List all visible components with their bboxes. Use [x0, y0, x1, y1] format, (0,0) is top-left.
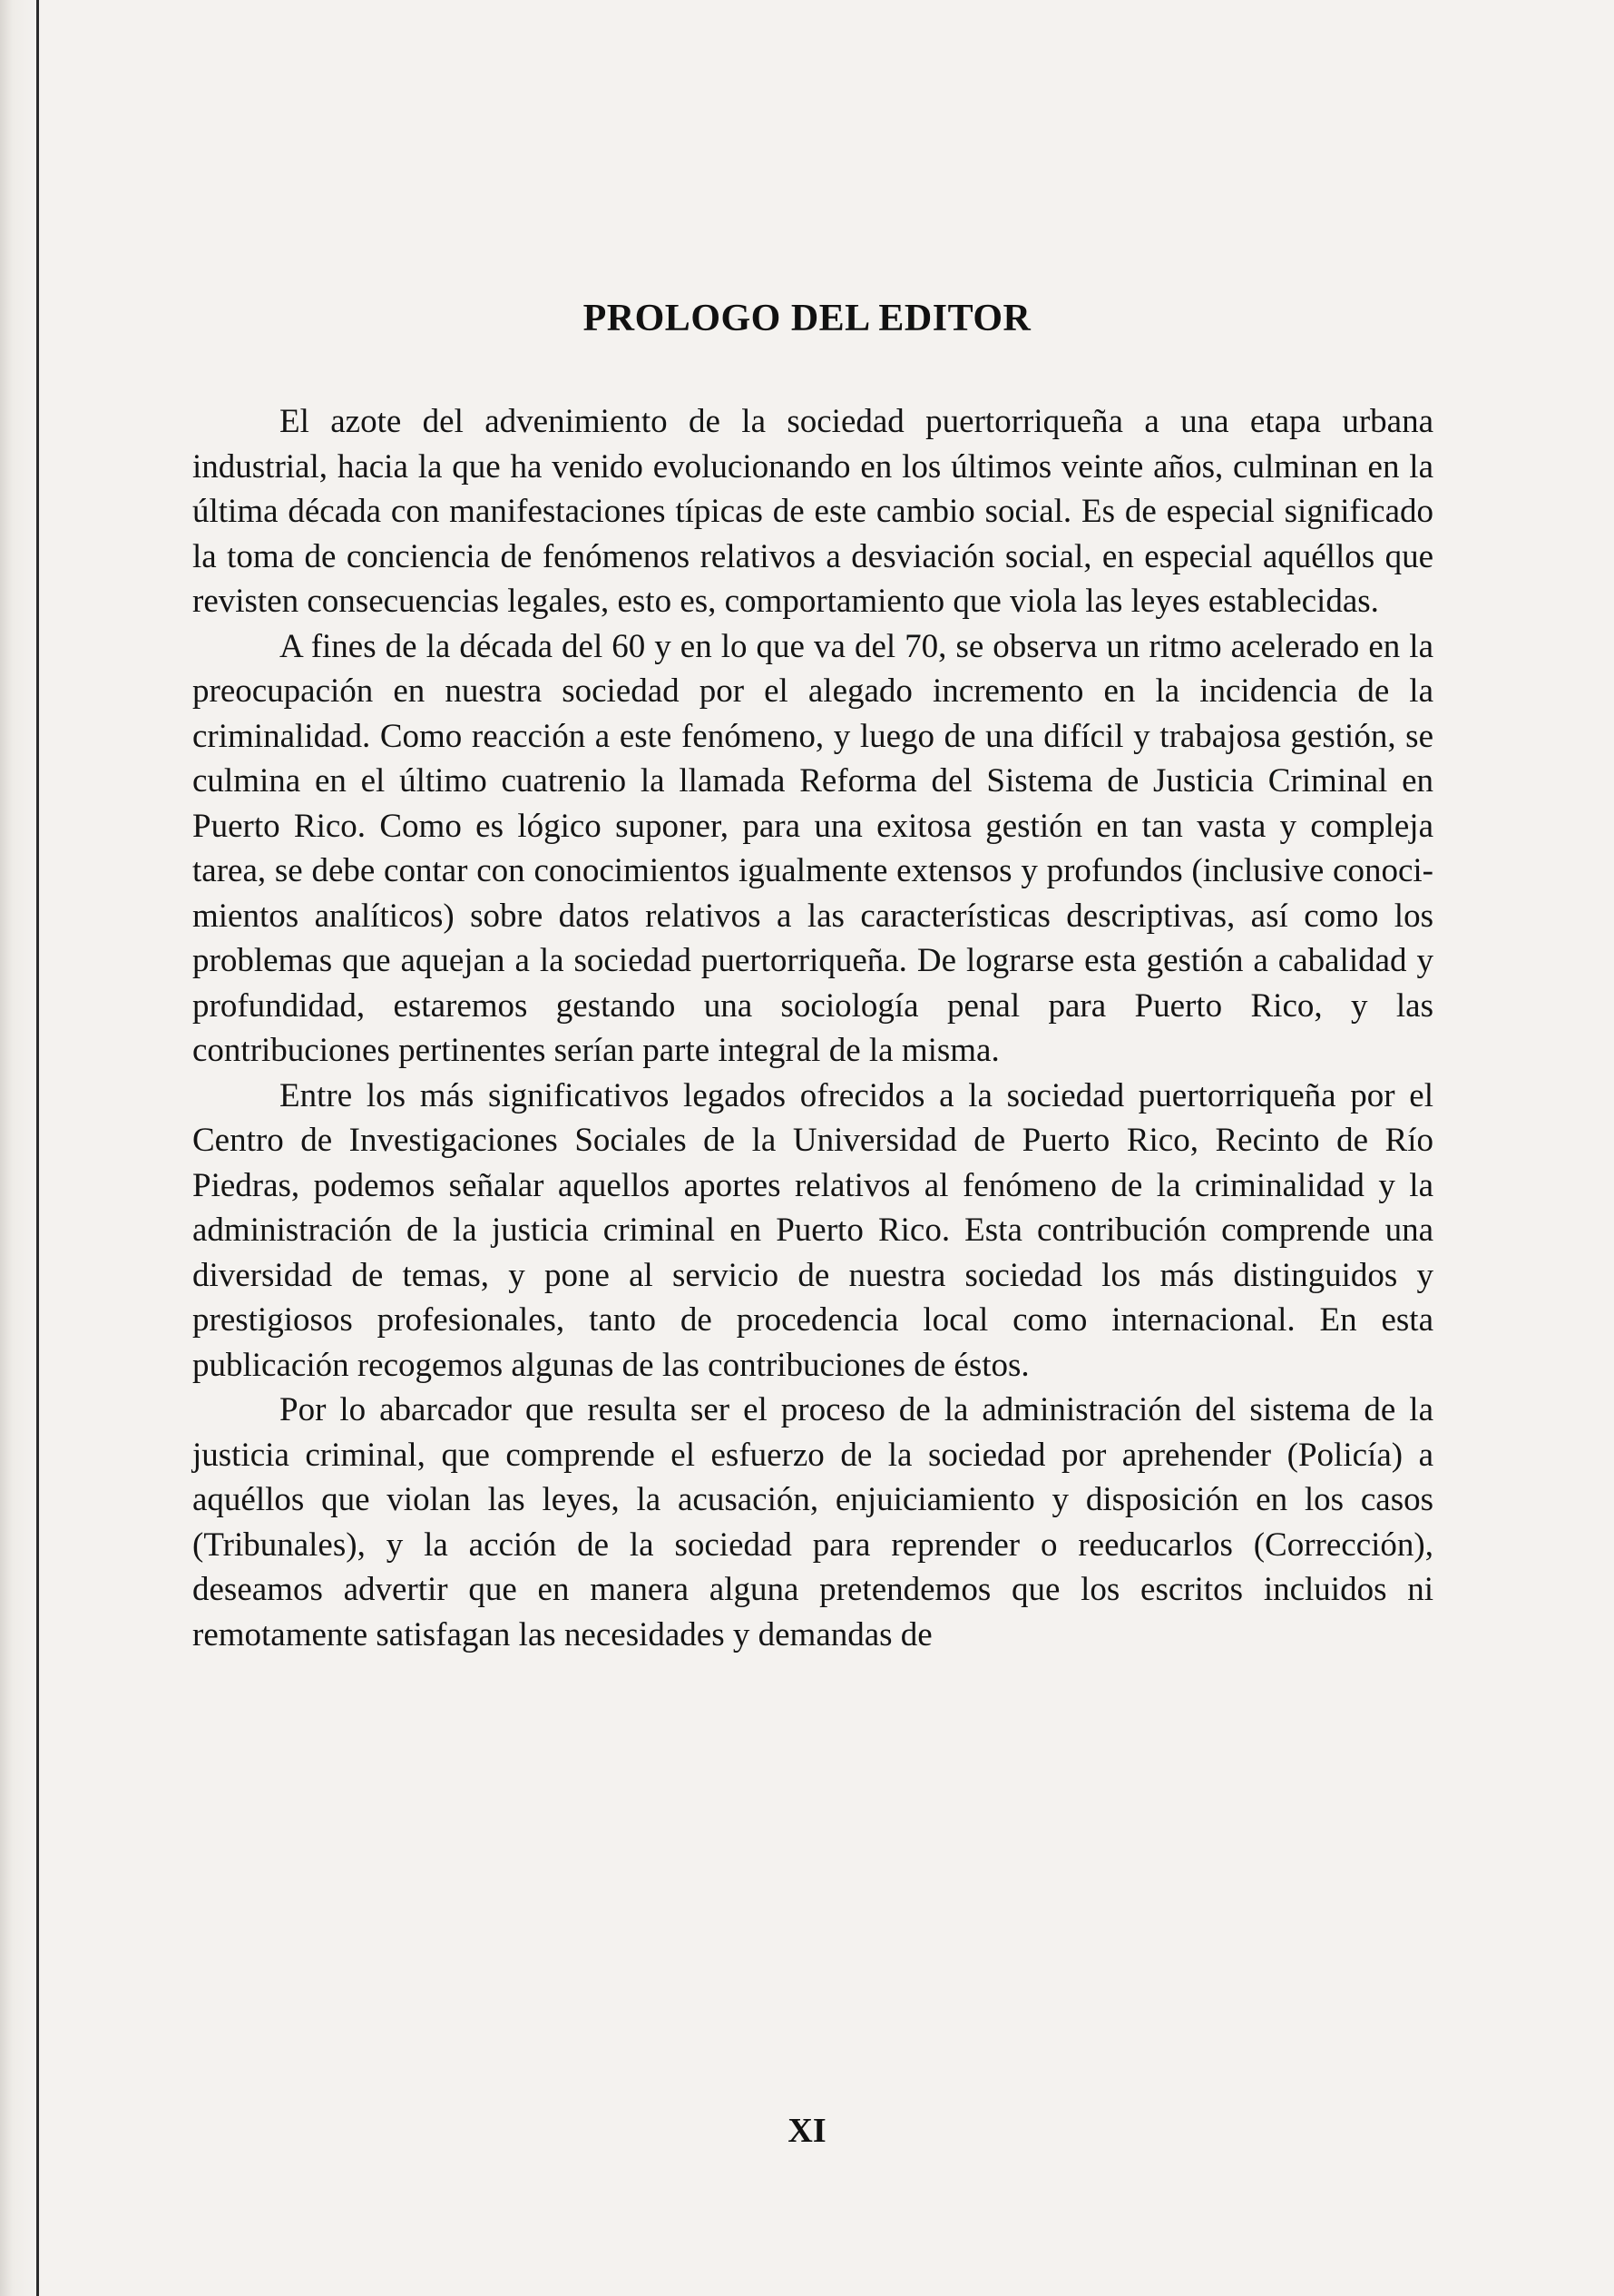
paragraph-4: Por lo abarcador que resulta ser el proceso de la administración del sistema de la justicia criminal, que comprende el esfuerzo de la sociedad por aprehender (Policía) a aquéllos que violan las leyes, la acusación, enjuiciamiento y disposición en los casos (Tribunales), y la acción de la sociedad para reprender o reeducarlos (Corrección), deseamos advertir que en manera alguna pretendemos que los escritos incluidos ni remotamente satisfagan las necesidades y demandas de [192, 1391, 1433, 1653]
page-title: PROLOGO DEL EDITOR [582, 298, 1032, 339]
paragraph-2: A fines de la década del 60 y en lo que va del 70, se observa un ritmo acelerado en la preocupación en nuestra sociedad por el alegado incremento en la incidencia de la criminalidad. Como reacción a este fenómeno, y luego de una difícil y trabajosa gestión, se culmina en el último cuatrenio la llamada Reforma del Sistema de Justicia Criminal en Puerto Rico. Como es lógico suponer, para una exitosa gestión en tan vasta y compleja tarea, se debe contar con conocimientos igualmente extensos y profundos (inclusive conocimientos analíticos) sobre datos relativos a las características descriptivas, así como los problemas que aquejan a la sociedad puertorriqueña. De lograrse esta gestión a cabalidad y profundidad, estaremos gestando una sociología penal para Puerto Rico, y las contribuciones pertinentes serían parte integral de la misma. [192, 627, 1433, 1069]
paragraph-1: El azote del advenimiento de la sociedad puertorriqueña a una etapa urbana industrial, hacia la que ha venido evolucionando en los últimos veinte años, culminan en la última década con manifestaciones típicas de este cambio social. Es de especial significado la toma de conciencia de fenómenos relativos a desviación social, en especial aquéllos que revisten consecuencias legales, esto es, comportamiento que viola las leyes establecidas. [192, 403, 1433, 620]
page-spine-edge [36, 0, 39, 2296]
body-text [192, 399, 1433, 1657]
page-spine-shadow [0, 0, 36, 2296]
page-number: XI [787, 2112, 827, 2150]
paragraph-3: Entre los más significativos legados ofrecidos a la sociedad puertorriqueña por el Centro de Investigaciones Sociales de la Universidad de Puerto Rico, Recinto de Río Piedras, podemos señalar aquellos aportes relativos al fenómeno de la criminalidad y la administración de la justicia criminal en Puerto Rico. Esta contribución comprende una diversidad de temas, y pone al servicio de nuestra sociedad los más distinguidos y prestigiosos profesionales, tanto de procedencia local como internacional. En esta publicación recogemos algunas de las contribuciones de éstos. [192, 1076, 1433, 1384]
